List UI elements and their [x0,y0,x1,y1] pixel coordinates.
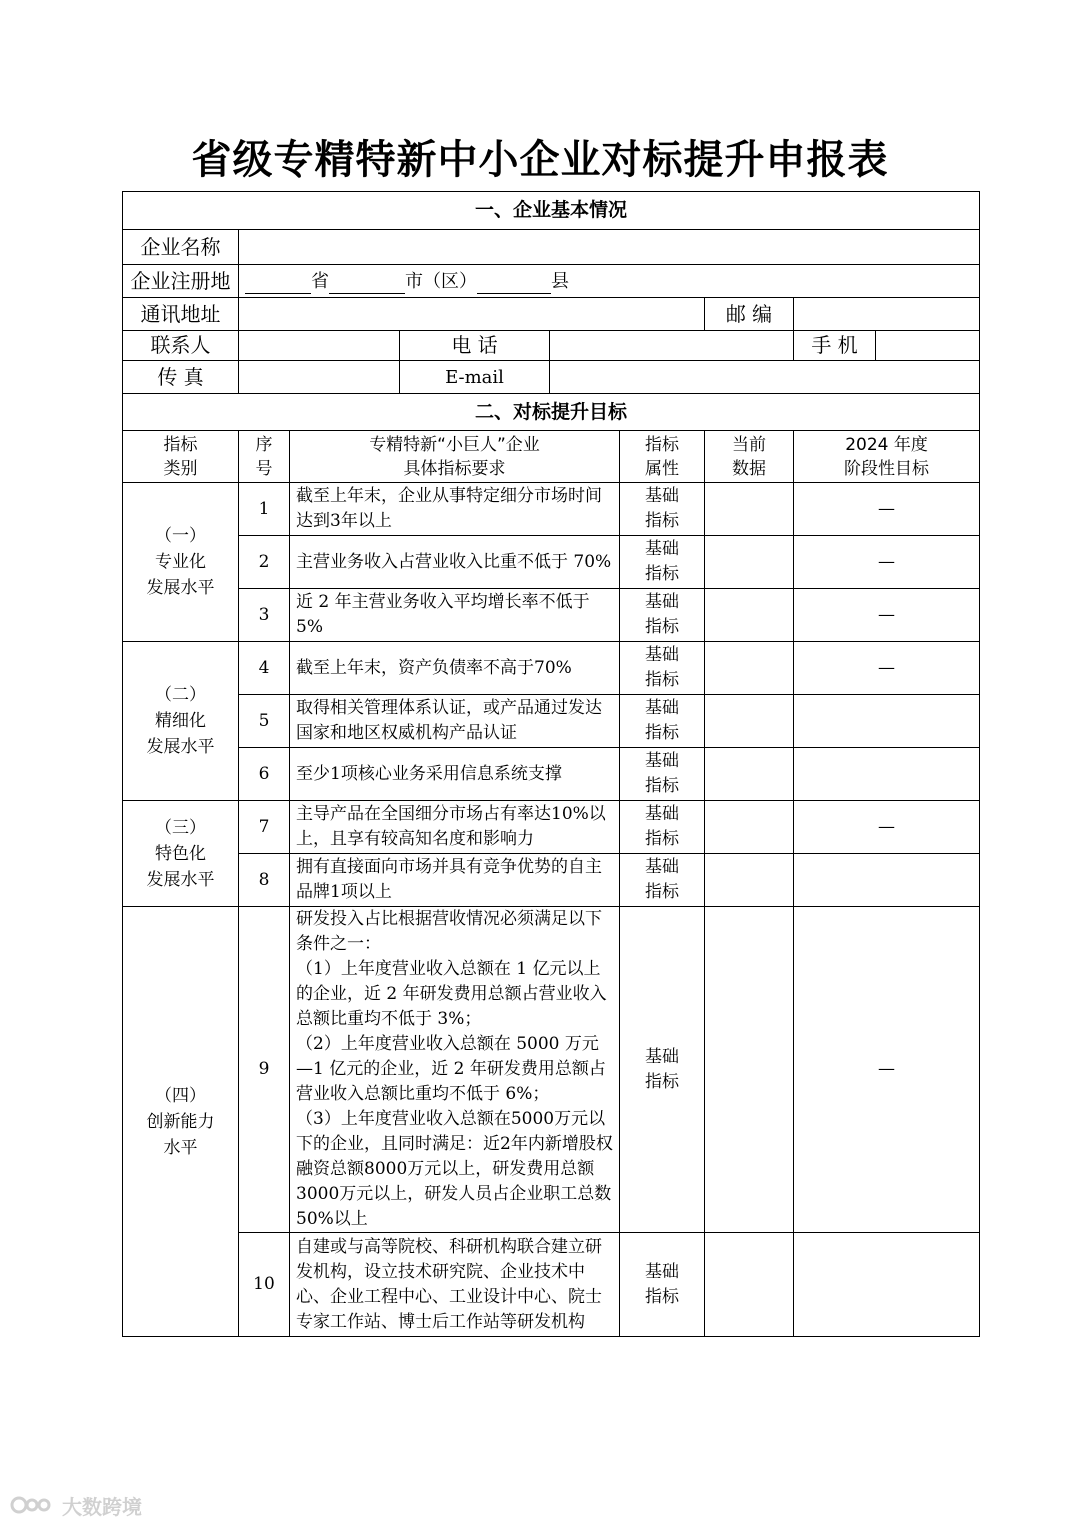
requirement-cell: 截至上年末，企业从事特定细分市场时间达到3年以上 [290,483,620,536]
table-row [123,801,980,854]
current-data-field[interactable] [705,695,794,748]
category-cell: （一） 专业化 发展水平 [123,483,239,642]
seq-cell: 5 [239,695,290,748]
table-row [123,483,980,536]
fax-label: 传 真 [123,361,239,394]
header-attribute: 指标 属性 [620,431,705,483]
registration-field[interactable] [239,265,980,298]
table-row [123,642,980,695]
postcode-field[interactable] [794,298,980,331]
seq-cell: 10 [239,1233,290,1337]
phone-field[interactable] [550,331,794,361]
table-row [123,695,980,748]
current-data-field[interactable] [705,483,794,536]
phone-label: 电 话 [400,331,550,361]
attribute-cell: 基础 指标 [620,483,705,536]
mobile-label: 手 机 [794,331,876,361]
target-cell: — [794,483,980,536]
requirement-cell: 近 2 年主营业务收入平均增长率不低于 5% [290,589,620,642]
header-current-data: 当前 数据 [705,431,794,483]
county-label: 县 [551,270,569,292]
target-field[interactable] [794,854,980,907]
table-row [123,1233,980,1337]
contact-field[interactable] [239,331,400,361]
requirement-cell: 截至上年末，资产负债率不高于70% [290,642,620,695]
table-row [123,536,980,589]
requirement-cell: 自建或与高等院校、科研机构联合建立研发机构，设立技术研究院、企业技术中心、企业工程中心、工业设计中心、院士专家工作站、博士后工作站等研发机构 [290,1233,620,1337]
watermark [10,1490,142,1520]
target-cell: — [794,589,980,642]
target-cell: — [794,801,980,854]
attribute-cell: 基础 指标 [620,589,705,642]
current-data-field[interactable] [705,907,794,1233]
category-cell: （二） 精细化 发展水平 [123,642,239,801]
requirement-cell: 主导产品在全国细分市场占有率达10%以上，且享有较高知名度和影响力 [290,801,620,854]
attribute-cell: 基础 指标 [620,536,705,589]
current-data-field[interactable] [705,642,794,695]
category-cell: （三） 特色化 发展水平 [123,801,239,907]
seq-cell: 4 [239,642,290,695]
attribute-cell: 基础 指标 [620,1233,705,1337]
city-label: 市（区） [405,270,477,292]
table-row [123,907,980,1233]
attribute-cell: 基础 指标 [620,854,705,907]
seq-cell: 7 [239,801,290,854]
attribute-cell: 基础 指标 [620,748,705,801]
email-field[interactable] [550,361,980,394]
section-basic-info-heading: 一、企业基本情况 [123,192,980,230]
province-label: 省 [311,270,329,292]
target-field[interactable] [794,1233,980,1337]
seq-cell: 6 [239,748,290,801]
page-title: 省级专精特新中小企业对标提升申报表 [191,137,889,183]
seq-cell: 8 [239,854,290,907]
watermark-text: 大数跨境 [62,1494,142,1519]
attribute-cell: 基础 指标 [620,695,705,748]
email-label: E-mail [400,361,550,394]
requirement-cell: 至少1项核心业务采用信息系统支撑 [290,748,620,801]
current-data-field[interactable] [705,854,794,907]
requirement-cell: 主营业务收入占营业收入比重不低于 70% [290,536,620,589]
company-name-label: 企业名称 [123,230,239,265]
table-row [123,748,980,801]
target-cell: — [794,907,980,1233]
section-targets-heading: 二、对标提升目标 [123,394,980,431]
city-blank[interactable] [329,273,405,294]
header-target: 2024 年度 阶段性目标 [794,431,980,483]
application-form-table [122,191,980,1337]
table-row [123,854,980,907]
header-category: 指标 类别 [123,431,239,483]
current-data-field[interactable] [705,1233,794,1337]
target-field[interactable] [794,695,980,748]
fax-field[interactable] [239,361,400,394]
seq-cell: 9 [239,907,290,1233]
current-data-field[interactable] [705,589,794,642]
registration-label: 企业注册地 [123,265,239,298]
attribute-cell: 基础 指标 [620,907,705,1233]
address-label: 通讯地址 [123,298,239,331]
contact-label: 联系人 [123,331,239,361]
current-data-field[interactable] [705,536,794,589]
mobile-field[interactable] [876,331,980,361]
target-field[interactable] [794,748,980,801]
attribute-cell: 基础 指标 [620,642,705,695]
attribute-cell: 基础 指标 [620,801,705,854]
company-name-field[interactable] [239,230,980,265]
requirement-cell: 取得相关管理体系认证，或产品通过发达国家和地区权威机构产品认证 [290,695,620,748]
header-seq: 序 号 [239,431,290,483]
county-blank[interactable] [477,273,551,294]
table-row [123,589,980,642]
address-field[interactable] [239,298,705,331]
target-cell: — [794,536,980,589]
target-cell: — [794,642,980,695]
current-data-field[interactable] [705,748,794,801]
province-blank[interactable] [245,273,311,294]
current-data-field[interactable] [705,801,794,854]
seq-cell: 2 [239,536,290,589]
seq-cell: 1 [239,483,290,536]
seq-cell: 3 [239,589,290,642]
requirement-cell: 拥有直接面向市场并具有竞争优势的自主品牌1项以上 [290,854,620,907]
header-requirement: 专精特新“小巨人”企业 具体指标要求 [290,431,620,483]
category-cell: （四） 创新能力 水平 [123,907,239,1337]
postcode-label: 邮 编 [705,298,794,331]
watermark-logo-icon [10,1492,56,1518]
requirement-cell: 研发投入占比根据营收情况必须满足以下条件之一： （1）上年度营业收入总额在 1 亿元以上的企业，近 2 年研发费用总额占营业收入总额比重均不低于 3%； （2）上年度营业收入总额在 5000 万元—1 亿元的企业，近 2 年研发费用总额占营业收入总额比重均不低于 6%； （3）上年度营业收入总额在5000万元以下的企业，且同时满足：近2年内新增股权融资总额8000万元以上，研发费用总额3000万元以上，研发人员占企业职工总数50%以上 [290,907,620,1233]
